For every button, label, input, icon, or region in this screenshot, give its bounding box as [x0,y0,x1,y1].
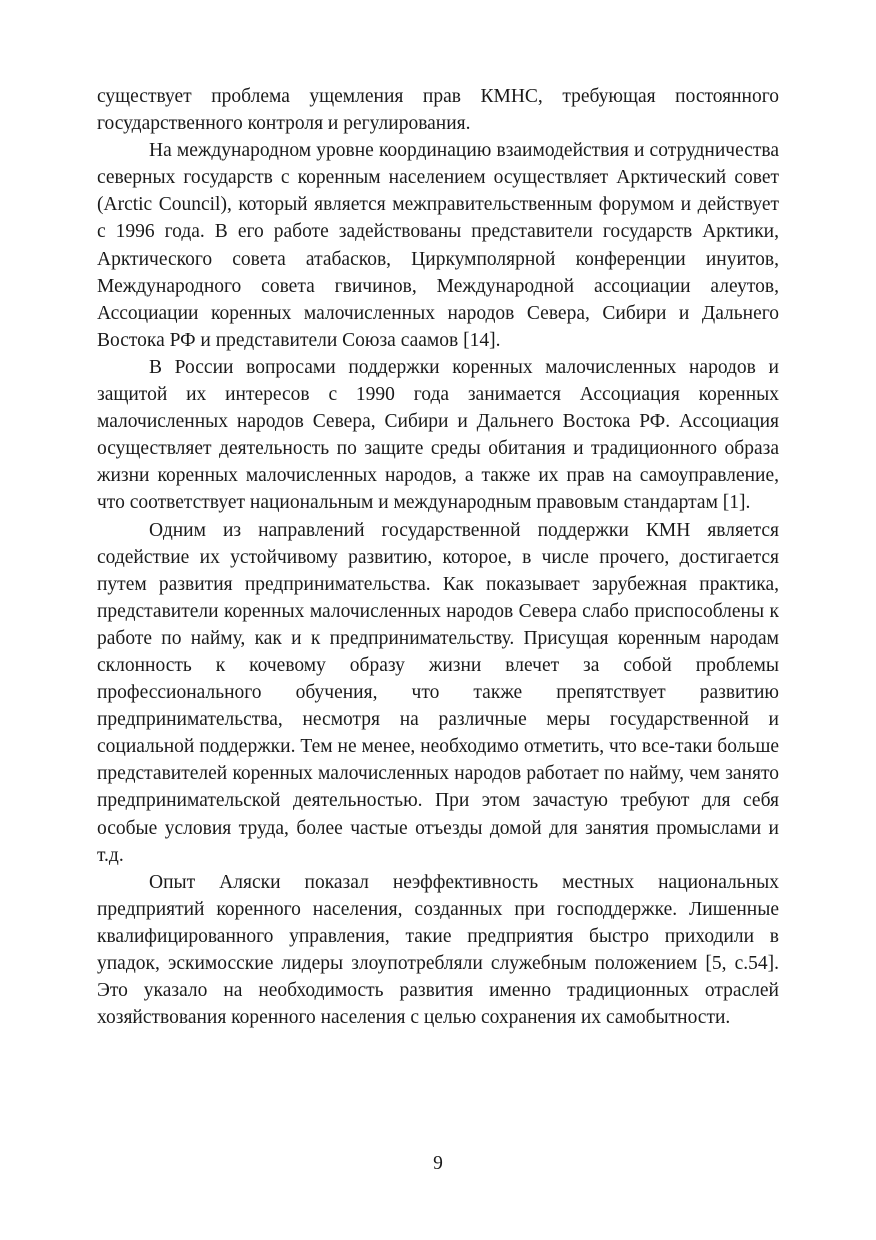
paragraph-russia-association: В России вопросами поддержки коренных малочисленных народов и защитой их интересов с 1990 года занимается Ассоциация коренных малочисленных народов Севера, Сибири и Дальнего Востока РФ. Ассоциация осуществляет деятельность по защите среды обитания и традиционного образа жизни коренных малочисленных народов, а также их прав на самоуправление, что соответствует национальным и международным правовым стандартам [1]. [97,356,779,514]
page-number: 9 [433,1153,443,1174]
paragraph-continuation: существует проблема ущемления прав КМНС, требующая постоянного государственного контроля и регулирования. [97,86,779,135]
paragraph-state-support: Одним из направлений государственной поддержки КМН является содействие их устойчивому развитию, которое, в числе прочего, достигается путем развития предпринимательства. Как показывает зарубежная практика, представители коренных малочисленных народов Севера слабо приспособлены к работе по найму, как и к предпринимательству. Присущая коренным народам склонность к кочевому образу жизни влечет за собой проблемы профессионального обучения, что также препятствует развитию предпринимательства, несмотря на различные меры государственной и социальной поддержки. Тем не менее, необходимо отметить, что все-таки больше представителей коренных малочисленных народов работает по найму, чем занято предпринимательской деятельностью. При этом зачастую требуют для себя особые условия труда, более частые отъезды домой для занятия промыслами и т.д. [97,519,779,866]
paragraph-arctic-council: На международном уровне координацию взаимодействия и сотрудничества северных государств с коренным населением осуществляет Арктический совет (Arctic Council), который является межправительственным форумом и действует с 1996 года. В его работе задействованы представители государств Арктики, Арктического совета атабасков, Циркумполярной конференции инуитов, Международного совета гвичинов, Международной ассоциации алеутов, Ассоциации коренных малочисленных народов Севера, Сибири и Дальнего Востока РФ и представители Союза саамов [14]. [97,140,779,351]
paragraph-alaska-experience: Опыт Аляски показал неэффективность местных национальных предприятий коренного населения, созданных при господдержке. Лишенные квалифицированного управления, такие предприятия быстро приходили в упадок, эскимосские лидеры злоупотребляли служебным положением [5, с.54]. Это указало на необходимость развития именно традиционных отраслей хозяйствования коренного населения с целью сохранения их самобытности. [97,871,779,1029]
document-body [97,83,779,1031]
